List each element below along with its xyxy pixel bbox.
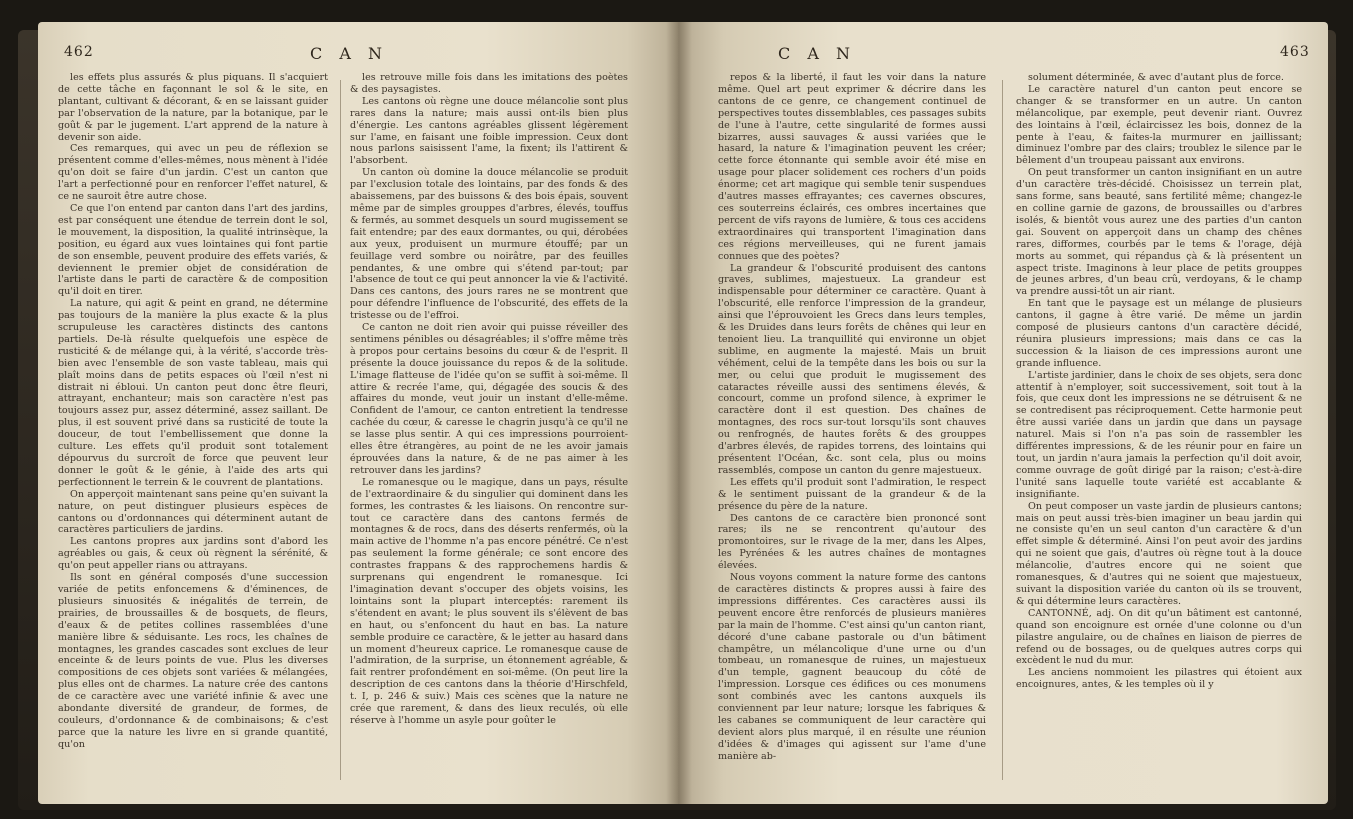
paragraph: Des cantons de ce caractère bien prononcé sont rares; ils ne se rencontrent qu'autour des promontoires, sur le rivage de la mer, dans les Alpes, les Pyrénées & les autres chaînes de montagnes élevées. — [718, 512, 986, 572]
paragraph: Ils sont en général composés d'une succession variée de petits enfoncemens & d'éminences, de plusieurs sinuosités & inégalités de terrein, de prairies, de broussailles & de bosquets, de fleurs, d'eaux & de petites collines rassemblées d'une manière libre & séduisante. Les rocs, les chaînes de montagnes, les grandes cascades sont exclues de leur enceinte & de leurs points de vue. Plus les diverses compositions de ces objets sont variées & mélangées, plus elles ont de charmes. La nature crée des cantons de ce caractère avec une variété infinie & avec une abondante diversité de grandeur, de formes, de couleurs, d'ordonnance & de combinaisons; & c'est parce que la nature les livre en si grande quantité, qu'on — [58, 572, 328, 750]
paragraph: Les anciens nommoient les pilastres qui étoient aux encoignures, antes, & les temples où il y — [1016, 667, 1302, 691]
paragraph: La nature, qui agit & peint en grand, ne détermine pas toujours de la manière la plus exacte & la plus scrupuleuse les caractères distincts des cantons partiels. De-là résulte quelquefois une espèce de rusticité & de mélange qui, à la vérité, s'accorde très-bien avec l'ensemble de son vaste tableau, mais qui plaît moins dans de petits espaces où l'œil n'est ni distrait ni ébloui. Un canton peut donc être fleuri, attrayant, enchanteur; mais son caractère n'est pas toujours assez pur, assez déterminé, assez saillant. De plus, il est souvent privé dans sa rusticité de toute la douceur, de tout l'embellissement que donne la culture. Les effets qu'il produit sont totalement dépourvus du surcroît de force que peuvent leur donner le goût & le génie, à l'aide des arts qui perfectionnent le terrein & le couvrent de plantations. — [58, 298, 328, 488]
left-running-head: C A N — [310, 44, 388, 63]
paragraph: On peut transformer un canton insignifiant en un autre d'un caractère très-décidé. Choisissez un terrein plat, sans forme, sans beauté, sans fertilité même; changez-le en colline garnie de gazons, de broussailles ou d'arbres isolés, & bientôt vous aurez une des parties d'un canton gai. Souvent on apperçoit dans un champ des chênes rares, difformes, courbés par le tems & l'orage, déjà morts au sommet, qui répandus çà & là présentent un aspect triste. Imaginons à leur place de petits grouppes de jeunes arbres, d'un beau crû, verdoyans, & le champ va prendre aussi-tôt un air riant. — [1016, 167, 1302, 298]
paragraph: Ces remarques, qui avec un peu de réflexion se présentent comme d'elles-mêmes, nous mènent à l'idée qu'on doit se faire d'un jardin. C'est un canton que l'art a perfectionné pour en renforcer l'effet naturel, & ce ne sauroit être autre chose. — [58, 143, 328, 203]
paragraph: On apperçoit maintenant sans peine qu'en suivant la nature, on peut distinguer plusieurs espèces de cantons ou d'ordonnances qui déterminent autant de caractères particuliers de jardins. — [58, 488, 328, 536]
left-column-rule — [340, 80, 341, 780]
paragraph: Les cantons où règne une douce mélancolie sont plus rares dans la nature; mais aussi ont-ils bien plus d'énergie. Les cantons agréables glissent légèrement sur l'ame, en faisant une foible impression. Ceux dont nous parlons saisissent l'ame, la fixent; ils l'attirent & l'absorbent. — [350, 95, 628, 167]
paragraph: Les cantons propres aux jardins sont d'abord les agréables ou gais, & ceux où règnent la sérénité, & qu'on peut appeller rians ou attrayans. — [58, 536, 328, 572]
paragraph: Un canton où domine la douce mélancolie se produit par l'exclusion totale des lointains, par des fonds & des abaissemens, par des buissons & des bois épais, souvent même par de simples grouppes d'arbres, élevés, touffus & fermés, au sommet desquels un sourd mugissement se fait entendre; par des eaux dormantes, ou qui, dérobées aux yeux, produisent un murmure étouffé; par un feuillage verd sombre ou noirâtre, par des feuilles pendantes, & une ombre qui s'étend par-tout; par l'absence de tout ce qui peut annoncer la vie & l'activité. Dans ces cantons, des jours rares ne se montrent que pour défendre l'influence de l'obscurité, des effets de la tristesse ou de l'effroi. — [350, 167, 628, 322]
paragraph: La grandeur & l'obscurité produisent des cantons graves, sublimes, majestueux. La grandeur est indispensable pour déterminer ce caractère. Quant à l'obscurité, elle renforce l'impression de la grandeur, ainsi que l'éprouvoient les Grecs dans leurs temples, & les Druides dans leurs forêts de chênes qui leur en tenoient lieu. La tranquillité qui environne un objet sublime, en augmente la majesté. Mais un bruit véhément, celui de la tempête dans les bois ou sur la mer, ou celui que produit le mugissement des cataractes réveille aussi des sentimens élevés, & concourt, comme un profond silence, à exprimer le caractère dont il est question. Des chaînes de montagnes, des rocs sur-tout lorsqu'ils sont chauves ou renfrognés, de hautes forêts & des grouppes d'arbres élevés, de rapides torrens, des lointains qui présentent l'Océan, &c. sont cela, plus ou moins rassemblés, compose un canton du genre majestueux. — [718, 262, 986, 476]
paragraph: les effets plus assurés & plus piquans. Il s'acquiert de cette tâche en façonnant le sol & le site, en plantant, cultivant & décorant, & en se laissant guider par l'observation de la nature, par la botanique, par le goût & par le jugement. L'art apprend de la nature à devenir son aide. — [58, 72, 328, 143]
left-page — [38, 22, 678, 804]
paragraph: CANTONNÉ, adj. On dit qu'un bâtiment est cantonné, quand son encoignure est ornée d'une colonne ou d'un pilastre angulaire, ou de chaînes en liaison de pierres de refend ou de bossages, ou de quelques autres corps qui excèdent le nud du mur. — [1016, 607, 1302, 667]
book-gutter — [666, 22, 692, 804]
paragraph: Nous voyons comment la nature forme des cantons de caractères distincts & propres aussi à faire des impressions différentes. Ces caractères aussi ils peuvent encore être renforcés de plusieurs manières par la main de l'homme. C'est ainsi qu'un canton riant, décoré d'une cabane pastorale ou d'un bâtiment champêtre, un mélancolique d'une urne ou d'un tombeau, un romanesque de ruines, un majestueux d'un temple, gagnent beaucoup du côté de l'impression. Lorsque ces édifices ou ces monumens sont combinés avec les cantons auxquels ils conviennent par leur nature; lorsque les fabriques & les cabanes se communiquent de leur caractère qui devient alors plus marqué, il en résulte une réunion d'idées & d'images qui agissent sur l'ame d'une manière ab- — [718, 572, 986, 762]
paragraph: solument déterminée, & avec d'autant plus de force. — [1028, 72, 1284, 83]
right-running-head: C A N — [778, 44, 856, 63]
left-column-2 — [350, 72, 628, 788]
right-column-rule — [1002, 80, 1003, 780]
paragraph: les retrouve mille fois dans les imitations des poètes & des paysagistes. — [350, 72, 628, 95]
paragraph: On peut composer un vaste jardin de plusieurs cantons; mais on peut aussi très-bien imaginer un beau jardin qui ne consiste qu'en un seul canton d'un caractère & d'un effet simple & déterminé. Ainsi l'on peut avoir des jardins qui ne soient que gais, d'autres où règne tout à la douce mélancolie, d'autres encore qui ne soient que romanesques, & d'autres qui ne soient que majestueux, suivant la disposition variée du canton où ils se trouvent, & qui détermine leurs caractères. — [1016, 500, 1302, 607]
paragraph: L'artiste jardinier, dans le choix de ses objets, sera donc attentif à n'employer, soit successivement, soit tout à la fois, que ceux dont les impressions ne se détruisent & ne se contredisent pas réciproquement. Cette harmonie peut être aussi variée dans un jardin que dans un paysage naturel. Mais si l'on n'a pas soin de rassembler les différentes impressions, & de les réunir pour en faire un tout, un jardin n'aura jamais la perfection qu'il doit avoir, comme ouvrage de goût dirigé par la raison; c'est-à-dire l'unité sans laquelle toute variété est accablante & insignifiante. — [1016, 369, 1302, 500]
right-page-number: 463 — [1280, 44, 1310, 60]
left-page-number: 462 — [64, 44, 94, 60]
paragraph: repos & la liberté, il faut les voir dans la nature même. Quel art peut exprimer & décrire dans les cantons de ce genre, ce changement continuel de perspectives toutes dissemblables, ces passages subits de l'une à l'autre, cette singularité de formes aussi bizarres, aussi sauvages & aussi variées que le hasard, la nature & l'imagination peuvent les créer; cette force étonnante qui semble avoir été mise en usage pour placer solidement ces rochers d'un poids énorme; cet art magique qui semble tenir suspendues d'autres masses effrayantes; ces cavernes obscures, ces souterreins éclairés, ces ombres incertaines que percent de vifs rayons de lumière, & tous ces accidens extraordinaires qui transportent l'imagination dans ces régions merveilleuses, qui ne furent jamais connues que des poètes? — [718, 72, 986, 262]
right-column-2 — [1016, 72, 1302, 788]
paragraph: Le romanesque ou le magique, dans un pays, résulte de l'extraordinaire & du singulier qui dominent dans les formes, les contrastes & les liaisons. On rencontre sur-tout ce caractère dans des cantons fermés de montagnes & de rocs, dans des déserts renfermés, où la main active de l'homme n'a pas encore pénétré. Ce n'est pas seulement la forme générale; ce sont encore des contrastes frappans & des rapprochemens hardis & surprenans qui engendrent le romanesque. Ici l'imagination devant s'occuper des objets voisins, les lointains sont la plupart interceptés: rarement ils s'étendent en avant; le plus souvent ils s'élèvent de bas en haut, ou s'enfoncent du haut en bas. La nature semble produire ce caractère, & le jetter au hasard dans un moment d'heureux caprice. Le romanesque cause de l'admiration, de la surprise, un étonnement agréable, & fait rentrer profondément en soi-même. (On peut lire la description de ces cantons dans la théorie d'Hirschfeld, t. I, p. 246 & suiv.) Mais ces scènes que la nature ne crée que rarement, & dans des lieux reculés, où elle réserve à l'homme un asyle pour goûter le — [350, 476, 628, 726]
paragraph: En tant que le paysage est un mélange de plusieurs cantons, il gagne à être varié. De même un jardin composé de plusieurs cantons d'un caractère décidé, réunira plusieurs impressions; mais dans ce cas la succession & la liaison de ces impressions auront une grande influence. — [1016, 298, 1302, 369]
left-column-1 — [58, 72, 328, 788]
paragraph: Le caractère naturel d'un canton peut encore se changer & se transformer en un autre. Un canton mélancolique, par exemple, peut devenir riant. Ouvrez des lointains à l'œil, éclaircissez les bois, donnez de la pente à l'eau, & faites-la murmurer en jaillissant; diminuez l'ombre par des clairs; troublez le silence par le bêlement d'un troupeau paissant aux environs. — [1016, 83, 1302, 167]
paragraph: Les effets qu'il produit sont l'admiration, le respect & le sentiment puissant de la grandeur & de la présence du père de la nature. — [718, 476, 986, 512]
right-page — [678, 22, 1328, 804]
right-column-1 — [718, 72, 986, 788]
paragraph: Ce canton ne doit rien avoir qui puisse réveiller des sentimens pénibles ou désagréables; il s'offre même très à propos pour certains besoins du cœur & de l'esprit. Il présente la douce jouissance du repos & de la solitude. L'image flatteuse de l'idée qu'on se suffit à soi-même. Il attire & recrée l'ame, qui, dégagée des soucis & des affaires du monde, veut jouir un instant d'elle-même. Confident de l'amour, ce canton entretient la tendresse cachée du cœur, & caresse le chagrin jusqu'à ce qu'il ne se lasse plus sentir. A qui ces impressions pourroient-elles être étrangères, au point de ne les avoir jamais éprouvées dans la nature, & de ne pas aimer à les retrouver dans les jardins? — [350, 322, 628, 476]
paragraph: Ce que l'on entend par canton dans l'art des jardins, est par conséquent une étendue de terrein dont le sol, le mouvement, la disposition, la qualité intrinsèque, la position, eu égard aux vues lointaines qui font partie de son ensemble, peuvent produire des effets variés, & deviennent le premier objet de considération de l'artiste dans le parti de caractère & de composition qu'il doit en tirer. — [58, 202, 328, 298]
